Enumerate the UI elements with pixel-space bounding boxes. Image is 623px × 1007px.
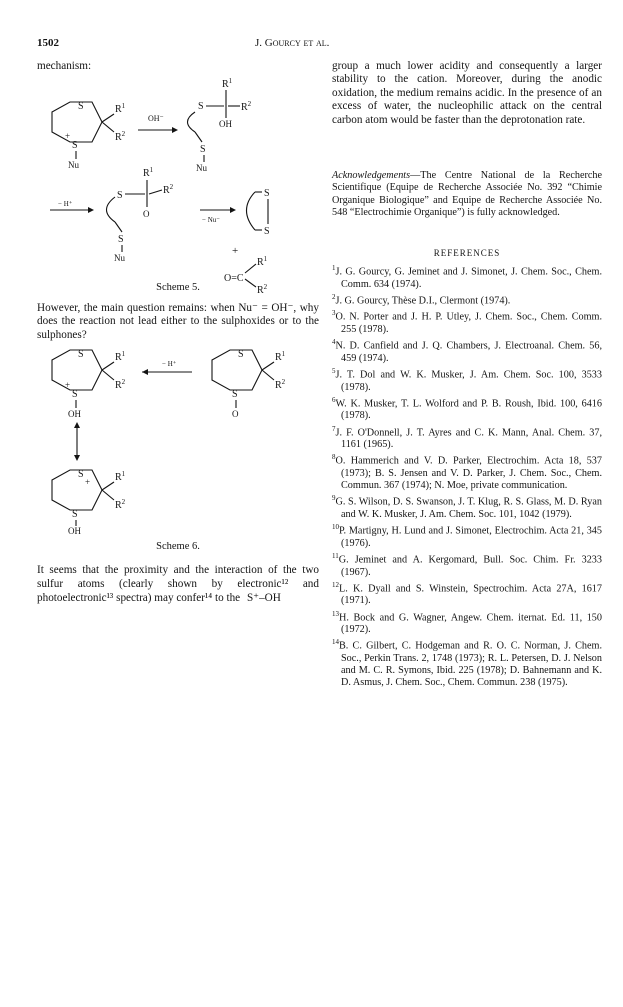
label-c-r2: $R^2$ (163, 183, 174, 196)
label-6a-oh: OH (68, 409, 81, 419)
reference-text: G. Jeminet and A. Kergomard, Bull. Soc. Chim. Fr. 3233 (1967). (338, 554, 602, 578)
arrowhead-down (74, 455, 80, 461)
bond-6c-r2 (102, 490, 114, 500)
scheme-5-diagram (30, 72, 320, 312)
structure-6c (52, 469, 126, 535)
reference-item (332, 492, 602, 521)
bond-c-3 (149, 190, 162, 194)
reference-item (332, 550, 602, 579)
structure-dithiolane (247, 188, 270, 237)
reference-item (332, 608, 602, 637)
reference-item (332, 451, 602, 492)
bond-6b-r1 (262, 362, 274, 370)
atom-s-bottom: S (72, 140, 78, 151)
label-oh-minus: OH⁻ (148, 114, 164, 123)
label-minus-h: − H⁺ (58, 200, 73, 208)
reference-number: 9 (332, 494, 336, 503)
atom-6c-s-top: S (78, 469, 84, 480)
acknowledgements-title: Acknowledgements (332, 170, 411, 181)
label-minus-nu: − Nu⁻ (202, 216, 220, 224)
structure-6b (212, 349, 286, 419)
reference-item (332, 579, 602, 608)
reference-text: J. G. Gourcy, G. Jeminet and J. Simonet, J. Chem. Soc., Chem. Comm. 634 (1974). (335, 266, 602, 290)
label-b-r2: $R^2$ (241, 100, 252, 113)
reference-text: P. Martigny, H. Lund and J. Simonet, Electrochim. Acta 21, 345 (1976). (339, 525, 602, 549)
atom-s-b-top: S (198, 101, 204, 112)
label-b-nu: Nu (196, 163, 207, 173)
reference-number: 5 (332, 366, 336, 375)
label-6c-r2: $R^2$ (115, 498, 126, 511)
label-b-oh: OH (219, 119, 232, 129)
atom-6b-s-bottom: S (232, 389, 238, 400)
label-6a-r1: $R^1$ (115, 350, 126, 363)
reference-item (332, 291, 602, 308)
reference-number: 3 (332, 309, 336, 318)
structure-opened (188, 77, 252, 173)
mechanism-label: mechanism: (37, 60, 92, 72)
references-list (332, 262, 602, 690)
reference-text: H. Bock and G. Wagner, Angew. Chem. iternat. Ed. 11, 150 (1972). (339, 611, 602, 636)
scheme-6-caption: Scheme 6. (156, 541, 200, 552)
running-head: J. Gourcy et al. (255, 37, 330, 49)
reference-number: 10 (332, 523, 339, 532)
bond-r1 (102, 114, 114, 122)
plus-charge: + (65, 131, 71, 141)
scheme-5-caption: Scheme 5. (156, 282, 200, 293)
ring-6c (52, 470, 102, 510)
arrowhead-3 (230, 207, 236, 213)
atom-6c-s-bottom: S (72, 509, 78, 520)
reference-text: J. T. Dol and W. K. Musker, J. Am. Chem. Soc. 100, 3533 (1978). (335, 369, 602, 393)
label-nu: Nu (68, 160, 79, 170)
structure-dithiane-nu (52, 101, 126, 170)
reference-number: 7 (332, 424, 336, 433)
reference-number: 11 (332, 551, 339, 560)
reference-item (332, 336, 602, 365)
ring-6b (212, 350, 262, 390)
label-6c-oh: OH (68, 526, 81, 535)
bond-6c-r1 (102, 482, 114, 490)
bond-k-r1 (245, 264, 256, 273)
acknowledgements (332, 170, 602, 219)
atom-s-c-top: S (117, 190, 123, 201)
label-r2: $R^2$ (115, 130, 126, 143)
atom-s-c-bottom: S (118, 234, 124, 245)
paragraph-question: However, the main question remains: when Nu⁻ = OH⁻, why does the reaction not lead either to the sulphoxides or to the sulphones? (37, 302, 319, 341)
reference-text: W. K. Musker, T. L. Wolford and P. B. Roush, Ibid. 100, 6416 (1978). (335, 398, 602, 422)
bond-6a-r1 (102, 362, 114, 370)
atom-s-d-top: S (264, 188, 270, 199)
page-number: 1502 (37, 37, 59, 49)
paragraph-proximity (37, 563, 319, 605)
reference-number: 14 (332, 638, 339, 647)
ring-6a (52, 350, 102, 390)
reference-number: 12 (332, 580, 339, 589)
atom-6a-s-bottom: S (72, 389, 78, 400)
structure-intermediate (107, 166, 174, 263)
reference-text: O. N. Porter and J. H. P. Utley, J. Chem. Soc., Chem. Comm. 255 (1978). (335, 311, 602, 335)
label-b-r1: $R^1$ (222, 77, 233, 90)
reference-number: 4 (332, 338, 336, 347)
arrowhead-reverse (142, 369, 148, 375)
reference-item (332, 423, 602, 452)
label-6a-r2: $R^2$ (115, 378, 126, 391)
arrowhead-1 (172, 127, 178, 133)
reference-number: 13 (332, 609, 339, 618)
label-r1: $R^1$ (115, 102, 126, 115)
reference-item (332, 521, 602, 550)
label-c-r1: $R^1$ (143, 166, 154, 179)
references-title: REFERENCES (433, 248, 501, 258)
reference-text: G. S. Wilson, D. S. Swanson, J. T. Klug, R. S. Glass, M. D. Ryan and W. K. Musker, J. Am. Chem. Soc. 101, 1042 (1979). (335, 496, 602, 520)
reference-number: 6 (332, 395, 336, 404)
atom-s-d-bottom: S (264, 226, 270, 237)
acknowledgements-text: —The Centre National de la Recherche Scientifique (Equipe de Recherche Associée No. 392 “Chimie Organique Biologique” and Equipe de Recherche Associée No. 548 “Electrochimie Organique”) is fully acknowledged. (332, 170, 602, 218)
atom-6a-plus: + (65, 380, 71, 390)
atom-s-top: S (78, 101, 84, 112)
formula-s-oh: S⁺–OH (246, 592, 281, 604)
atom-s-b-bottom: S (200, 144, 206, 155)
label-k-r2: $R^2$ (257, 283, 268, 296)
label-6b-r1: $R^1$ (275, 350, 286, 363)
scheme-6-diagram (30, 340, 320, 535)
atom-6b-s-top: S (238, 349, 244, 360)
label-6b-r2: $R^2$ (275, 378, 286, 391)
label-carbonyl: O=C (224, 273, 244, 284)
reference-text: B. C. Gilbert, C. Hodgeman and R. O. C. Norman, J. Chem. Soc., Perkin Trans. 2, 1748 (1973); R. L. Petersen, D. J. Nelson and M. C. R. Symons, Ibid. 225 (1978); D. Bahnemann and K. D. Asmus, J. Chem. Soc., Chem. Commun. 238 (1975). (339, 640, 602, 689)
reference-number: 2 (332, 292, 336, 301)
label-c-o: O (143, 209, 150, 219)
paragraph-proximity-text: It seems that the proximity and the interaction of the two sulfur atoms (clearly shown by electronic¹² and photoelectronic¹³ spectra) may confer¹⁴ to the (37, 564, 319, 604)
bond-6b-r2 (262, 370, 274, 380)
reference-text: J. F. O'Donnell, J. T. Ayres and C. K. Mann, Anal. Chem. 37, 1161 (1965). (335, 426, 602, 451)
arrowhead-2 (88, 207, 94, 213)
arrowhead-up (74, 422, 80, 428)
reference-text: N. D. Canfield and J. Q. Chambers, J. Electroanal. Chem. 56, 459 (1974). (335, 340, 602, 364)
bond-6a-r2 (102, 370, 114, 380)
label-6-minus-h: − H⁺ (162, 360, 177, 368)
reference-text: O. Hammerich and V. D. Parker, Electrochim. Acta 18, 537 (1973); B. S. Jensen and V. D. Parker, J. Chem. Soc., Chem. Commun. 367 (1974); N. Moe, private communication. (335, 455, 602, 492)
chain-b (188, 112, 196, 132)
reference-item (332, 636, 602, 689)
reference-number: 1 (332, 264, 336, 272)
reference-item (332, 262, 602, 291)
structure-6a (52, 349, 126, 419)
reference-text: L. K. Dyall and S. Winstein, Spectrochim. Acta 27A, 1617 (1971). (339, 583, 602, 607)
chain-d (247, 192, 256, 230)
atom-6a-s-top: S (78, 349, 84, 360)
chain-c-lower (115, 222, 122, 232)
label-c-nu: Nu (114, 253, 125, 263)
reference-number: 8 (332, 453, 336, 462)
bond-r2 (102, 122, 114, 132)
ring-a (52, 102, 102, 142)
reference-item (332, 365, 602, 394)
chain-c (107, 197, 116, 222)
reference-item (332, 394, 602, 423)
label-6b-o: O (232, 409, 239, 419)
reference-text: J. G. Gourcy, Thèse D.I., Clermont (1974). (335, 295, 511, 307)
label-6c-r1: $R^1$ (115, 470, 126, 483)
reference-item (332, 307, 602, 336)
atom-6c-plus: + (85, 477, 91, 487)
paragraph-continuation: group a much lower acidity and consequently a larger stability to the cation. Moreover, during the anodic oxidation, the medium remains acidic. In the presence of an excess of water, the nucleophilic attack on the central carbon atom would be faster than the deprotonation rate. (332, 60, 602, 126)
plus-sign: + (232, 245, 239, 257)
label-k-r1: $R^1$ (257, 255, 268, 268)
chain-b-lower (195, 132, 202, 142)
